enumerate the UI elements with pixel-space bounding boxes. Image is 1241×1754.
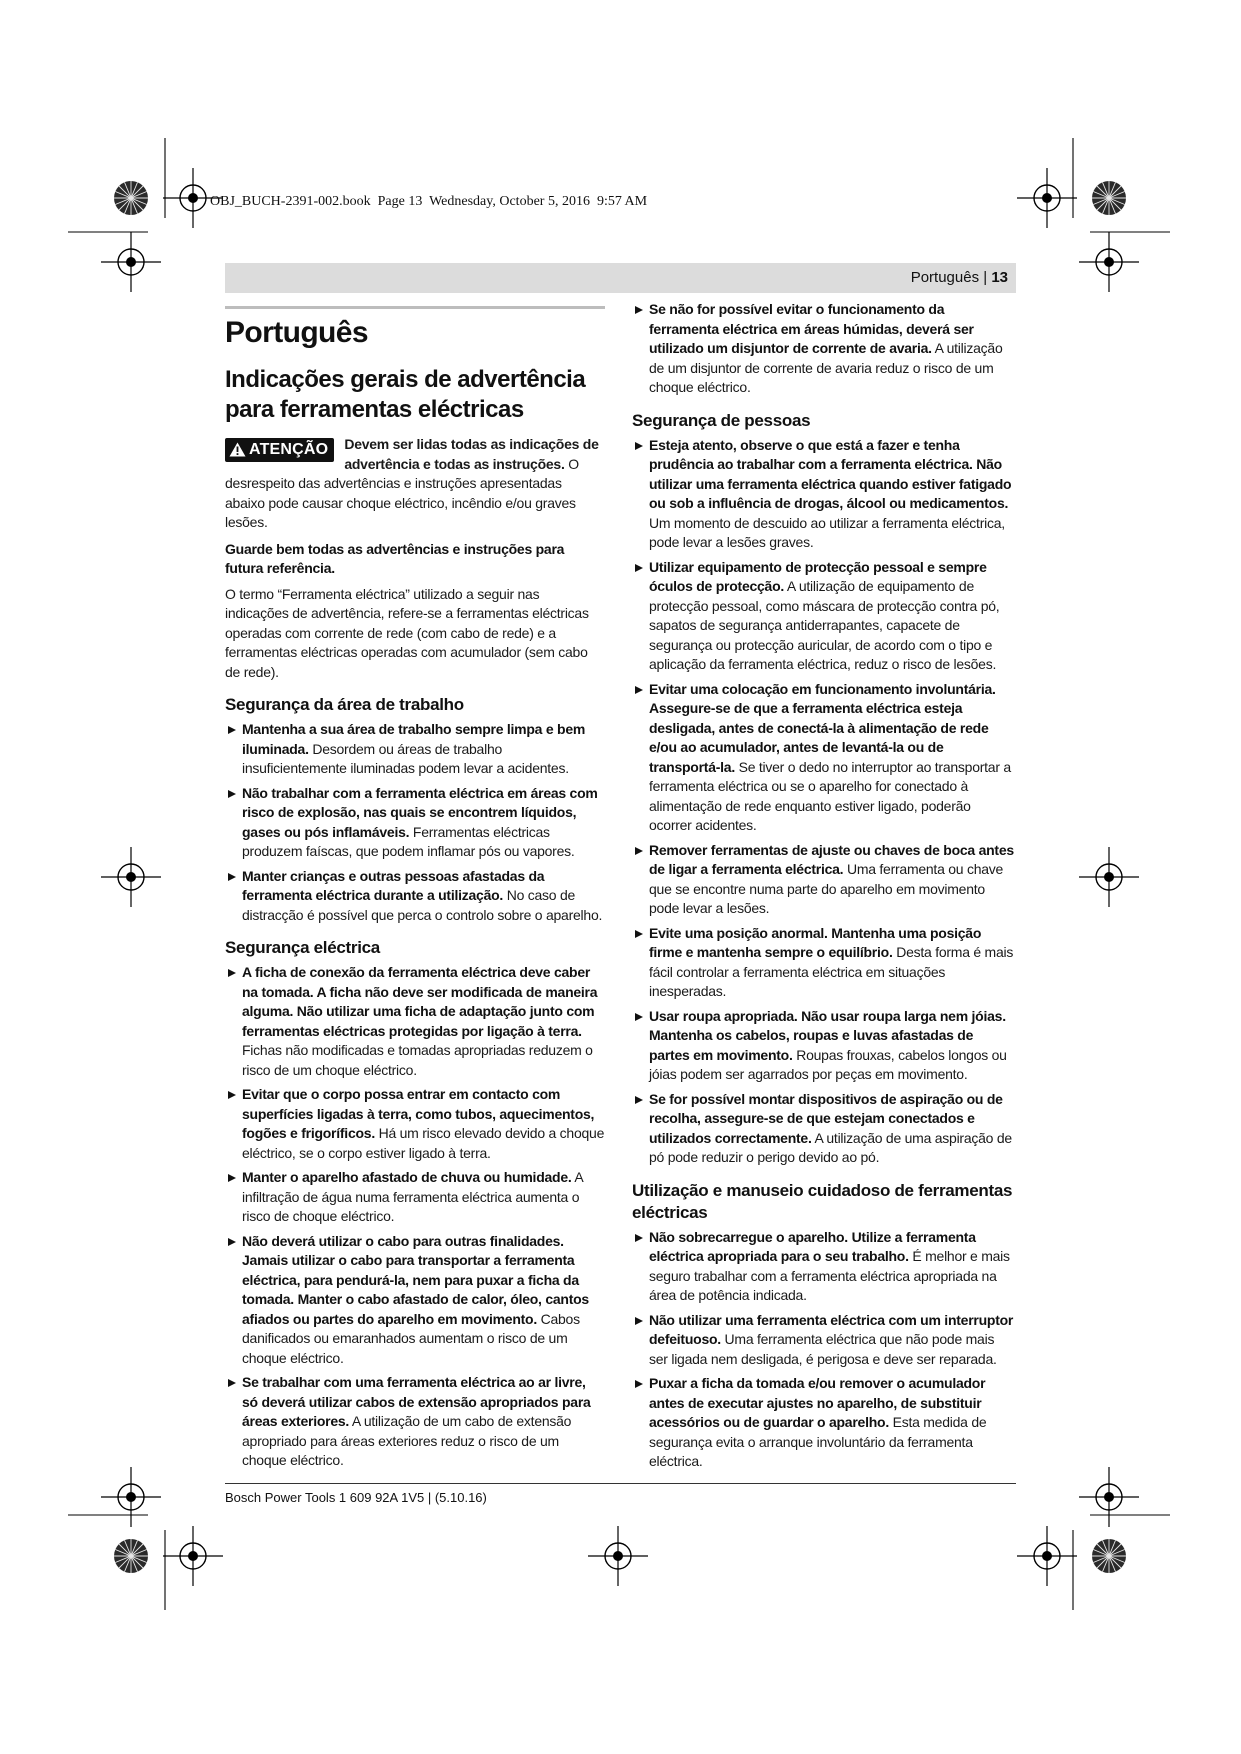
- bullet-arrow-icon: [228, 790, 236, 798]
- item-bold: Evitar que o corpo possa entrar em contacto com superfícies ligadas à terra, como tubos, aquecimentos, fogões e frigoríficos.: [242, 1086, 595, 1141]
- bullet-arrow-icon: [228, 1238, 236, 1246]
- item-text: Ferramentas eléctricas produzem faíscas, que podem inflamar pós ou vapores.: [242, 823, 575, 859]
- warning-badge: [225, 438, 334, 462]
- bullet-arrow-icon: [228, 1379, 236, 1387]
- item-text: A utilização de um cabo de extensão apropriado para áreas exteriores reduz o risco de um choque eléctrico.: [242, 1413, 572, 1468]
- warning-triangle-icon: [229, 442, 246, 457]
- list-item: [632, 1228, 1016, 1306]
- item-bold: Manter o aparelho afastado de chuva ou humidade.: [242, 1169, 572, 1185]
- page-header: [225, 263, 1016, 293]
- title-rule: [225, 306, 605, 309]
- item-bold: Não trabalhar com a ferramenta eléctrica em áreas com risco de explosão, nas quais se encontrem líquidos, gases ou pós inflamáveis.: [242, 784, 598, 840]
- list-item: [225, 1085, 605, 1163]
- page-number: 13: [991, 269, 1008, 286]
- warning-bold: Devem ser lidas todas as indicações de advertência e todas as instruções.: [344, 436, 599, 472]
- item-bold: Mantenha a sua área de trabalho sempre limpa e bem iluminada.: [242, 721, 586, 757]
- bullet-arrow-icon: [635, 564, 643, 572]
- bullet-arrow-icon: [635, 847, 643, 855]
- item-bold: Evite uma posição anormal. Mantenha uma posição firme e mantenha sempre o equilíbrio.: [649, 924, 982, 960]
- item-bold: Evitar uma colocação em funcionamento involuntária. Assegure-se de que a ferramenta eléctrica esteja desligada, antes de conectá-la à alimentação de rede e/ou ao acumulador, antes de levantá-la ou de transportá-la.: [649, 680, 996, 775]
- warning-block: [225, 435, 605, 533]
- bullet-arrow-icon: [635, 1234, 643, 1242]
- bullet-arrow-icon: [635, 442, 643, 450]
- bullet-arrow-icon: [228, 873, 236, 881]
- footer-rule: [225, 1483, 1016, 1484]
- item-text: Cabos danificados ou emaranhados aumentam o risco de um choque eléctrico.: [242, 1310, 580, 1366]
- item-text: Se tiver o dedo no interruptor ao transportar a ferramenta eléctrica ou se o aparelho for conectado à alimentação de rede enquanto estiver ligado, poderão ocorrer acidentes.: [649, 758, 1011, 833]
- item-bold: Usar roupa apropriada. Não usar roupa larga nem jóias. Mantenha os cabelos, roupas e luvas afastadas de partes em movimento.: [649, 1007, 1006, 1063]
- print-info: OBJ_BUCH-2391-002.book Page 13 Wednesday, October 5, 2016 9:57 AM: [210, 194, 648, 209]
- bullet-arrow-icon: [635, 1317, 643, 1325]
- language-title: Português: [225, 316, 368, 349]
- item-text: Uma ferramenta ou chave que se encontre numa parte do aparelho em movimento pode levar a lesões.: [649, 861, 1004, 916]
- item-text: No caso de distracção é possível que perca o controlo sobre o aparelho.: [242, 887, 603, 923]
- right-column: [632, 300, 1016, 1477]
- item-bold: Não deverá utilizar o cabo para outras finalidades. Jamais utilizar o cabo para transportar a ferramenta eléctrica, para pendurá-la, nem para puxar a ficha da tomada. Manter o cabo afastado de calor, óleo, cantos afiados ou partes do aparelho em movimento.: [242, 1232, 589, 1327]
- bullet-arrow-icon: [228, 726, 236, 734]
- bullet-arrow-icon: [635, 1096, 643, 1104]
- list-item: [632, 1090, 1016, 1168]
- list-item: [225, 1373, 605, 1471]
- item-bold: Esteja atento, observe o que está a fazer e tenha prudência ao trabalhar com a ferramenta eléctrica. Não utilizar uma ferramenta eléctrica quando estiver fatigado ou sob a influência de drogas, álcool ou medicamentos.: [649, 436, 1012, 511]
- item-text: Fichas não modificadas e tomadas apropriadas reduzem o risco de um choque eléctrico.: [242, 1042, 593, 1078]
- item-bold: Utilizar equipamento de protecção pessoal e sempre óculos de protecção.: [649, 558, 987, 594]
- item-text: Esta medida de segurança evita o arranque involuntário da ferramenta eléctrica.: [649, 1414, 987, 1469]
- intro-paragraph: O termo “Ferramenta eléctrica” utilizado a seguir nas indicações de advertência, refere-se a ferramentas eléctricas operadas com corrente de rede (com cabo de rede) e a ferramentas eléctricas operadas com acumulador (sem cabo de rede).: [225, 585, 589, 680]
- item-text: A utilização de equipamento de protecção pessoal, como máscara de protecção contra pó, sapatos de segurança antiderrapantes, capacete de segurança ou protecção auricular, de acordo com o tipo e aplicação da ferramenta eléctrica, reduz o risco de lesões.: [649, 578, 1000, 672]
- item-text: Há um risco elevado devido a choque eléctrico, se o corpo estiver ligado à terra.: [242, 1125, 605, 1161]
- item-text: É melhor e mais seguro trabalhar com a ferramenta eléctrica apropriada na área de potência indicada.: [649, 1248, 1010, 1303]
- header-section: Português |: [910, 269, 992, 286]
- header-label: [911, 269, 1008, 286]
- bullet-arrow-icon: [635, 1013, 643, 1021]
- section-title-work-area: Segurança da área de trabalho: [225, 695, 464, 714]
- page-footer: Bosch Power Tools 1 609 92A 1V5 | (5.10.16): [225, 1490, 487, 1505]
- item-bold: Puxar a ficha da tomada e/ou remover o acumulador antes de executar ajustes no aparelho, de substituir acessórios ou de guardar o aparelho.: [649, 1375, 986, 1430]
- list-item: [632, 300, 1016, 398]
- list-item: [632, 1007, 1016, 1085]
- item-bold: Se não for possível evitar o funcionamento da ferramenta eléctrica em áreas húmidas, deverá ser utilizado um disjuntor de corrente de avaria.: [649, 301, 974, 356]
- list-item: [225, 963, 605, 1080]
- item-text: Roupas frouxas, cabelos longos ou jóias podem ser agarrados por peças em movimento.: [649, 1046, 1007, 1082]
- list-item: [632, 924, 1016, 1002]
- keep-instructions: Guarde bem todas as advertências e instruções para futura referência.: [225, 540, 565, 576]
- list-item: [225, 720, 605, 779]
- bullet-arrow-icon: [635, 686, 643, 694]
- bullet-arrow-icon: [635, 1380, 643, 1388]
- item-bold: A ficha de conexão da ferramenta eléctrica deve caber na tomada. A ficha não deve ser modificada de maneira alguma. Não utilizar uma ficha de adaptação junto com ferramentas eléctricas protegidas por ligação à terra.: [242, 964, 598, 1039]
- item-bold: Remover ferramentas de ajuste ou chaves de boca antes de ligar a ferramenta eléctrica.: [649, 841, 1014, 877]
- list-item: [632, 680, 1016, 836]
- section-title-tool-use: Utilização e manuseio cuidadoso de ferramentas eléctricas: [632, 1180, 1013, 1222]
- list-item: [632, 841, 1016, 919]
- warning-badge-label: ATENÇÃO: [249, 441, 329, 458]
- list-item: [225, 867, 605, 926]
- item-text: A utilização de uma aspiração de pó pode reduzir o perigo devido ao pó.: [649, 1129, 1012, 1165]
- section-title-personal-safety: Segurança de pessoas: [632, 410, 811, 430]
- bullet-arrow-icon: [228, 969, 236, 977]
- item-text: A infiltração de água numa ferramenta eléctrica aumenta o risco de choque eléctrico.: [242, 1169, 583, 1224]
- list-item: [632, 558, 1016, 675]
- list-item: [632, 1311, 1016, 1370]
- left-column: [225, 300, 605, 1476]
- list-item: [632, 1374, 1016, 1472]
- item-text: Uma ferramenta eléctrica que não pode mais ser ligada nem desligada, é perigosa e deve ser reparada.: [649, 1331, 997, 1367]
- item-text: A utilização de um disjuntor de corrente de avaria reduz o risco de um choque eléctrico.: [649, 340, 1003, 395]
- list-item: [225, 1168, 605, 1227]
- list-item: [632, 436, 1016, 553]
- bullet-arrow-icon: [228, 1091, 236, 1099]
- main-heading: Indicações gerais de advertência para ferramentas eléctricas: [225, 366, 586, 423]
- item-text: Um momento de descuido ao utilizar a ferramenta eléctrica, pode levar a lesões graves.: [649, 514, 1005, 550]
- warning-text: O desrespeito das advertências e instruções apresentadas abaixo pode causar choque eléctrico, incêndio e/ou graves lesões.: [225, 455, 579, 530]
- section-title-electrical: Segurança eléctrica: [225, 938, 380, 957]
- bullet-arrow-icon: [228, 1174, 236, 1182]
- item-bold: Se trabalhar com uma ferramenta eléctrica ao ar livre, só deverá utilizar cabos de extensão apropriados para áreas exteriores.: [242, 1374, 591, 1429]
- list-item: [225, 784, 605, 862]
- bullet-arrow-icon: [635, 930, 643, 938]
- list-item: [225, 1232, 605, 1369]
- item-text: Desta forma é mais fácil controlar a ferramenta eléctrica em situações inesperadas.: [649, 944, 1014, 999]
- bullet-arrow-icon: [635, 306, 643, 314]
- item-bold: Não utilizar uma ferramenta eléctrica com um interruptor defeituoso.: [649, 1311, 1014, 1347]
- item-bold: Manter crianças e outras pessoas afastadas da ferramenta eléctrica durante a utilização.: [242, 867, 545, 903]
- item-bold: Não sobrecarregue o aparelho. Utilize a ferramenta eléctrica apropriada para o seu trabalho.: [649, 1228, 976, 1264]
- item-bold: Se for possível montar dispositivos de aspiração ou de recolha, assegure-se de que estejam conectados e utilizados correctamente.: [649, 1090, 1003, 1146]
- item-text: Desordem ou áreas de trabalho insuficientemente iluminadas podem levar a acidentes.: [242, 740, 569, 776]
